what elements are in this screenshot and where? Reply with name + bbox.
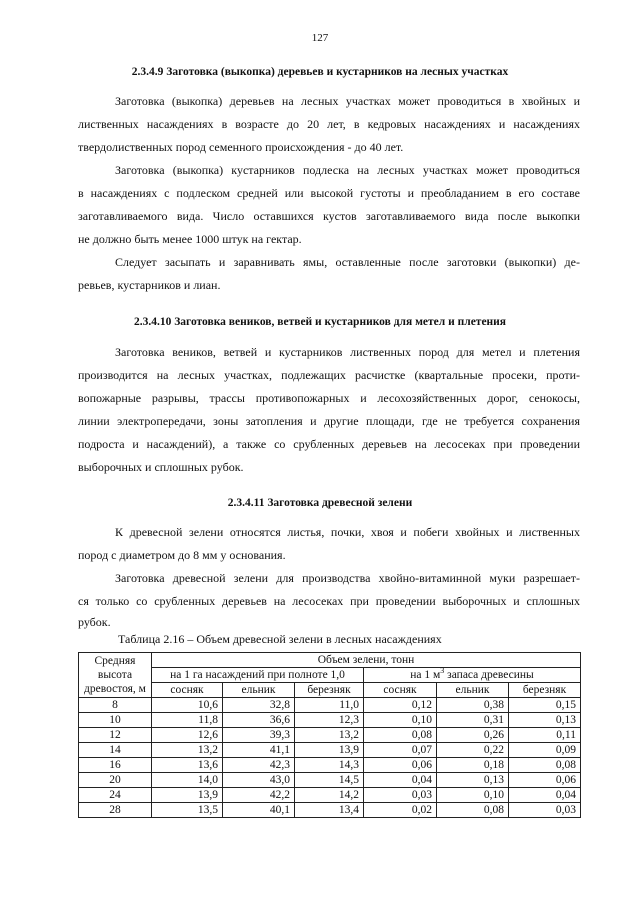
value-cell: 13,4 [295, 803, 364, 818]
value-cell: 0,03 [364, 788, 437, 803]
species-header: сосняк [364, 683, 437, 698]
paragraph-line: вопожарные разрывы, трассы противопожарных и лесохозяйственных дорог, сенокосы, [78, 391, 580, 405]
paragraph-line: не должно быть менее 1000 штук на гектар. [78, 232, 302, 246]
value-cell: 0,38 [437, 698, 509, 713]
value-cell: 0,08 [509, 758, 581, 773]
value-cell: 42,2 [223, 788, 295, 803]
value-cell: 0,26 [437, 728, 509, 743]
height-cell: 10 [79, 713, 152, 728]
paragraph-line: рубок. [78, 615, 111, 629]
value-cell: 0,11 [509, 728, 581, 743]
value-cell: 14,3 [295, 758, 364, 773]
value-cell: 13,2 [295, 728, 364, 743]
height-cell: 20 [79, 773, 152, 788]
paragraph-line: Следует засыпать и заравнивать ямы, оставленные после заготовки (выкопки) де- [115, 255, 580, 269]
paragraph-line: Заготовка древесной зелени для производства хвойно-витаминной муки разрешает- [115, 571, 580, 585]
value-cell: 42,3 [223, 758, 295, 773]
value-cell: 13,6 [152, 758, 223, 773]
paragraph-line: ревьев, кустарников и лиан. [78, 278, 221, 292]
height-column-header: Средняя высота древостоя, м [79, 653, 152, 698]
paragraph-line: линии электропередачи, зоны затопления и другие площади, где не требуется сохранения [78, 414, 580, 428]
height-cell: 12 [79, 728, 152, 743]
value-cell: 0,22 [437, 743, 509, 758]
value-cell: 0,09 [509, 743, 581, 758]
value-cell: 0,04 [509, 788, 581, 803]
value-cell: 13,5 [152, 803, 223, 818]
height-cell: 8 [79, 698, 152, 713]
paragraph-line: твердолиственных пород семенного происхождения - до 40 лет. [78, 140, 404, 154]
value-cell: 0,04 [364, 773, 437, 788]
value-cell: 14,0 [152, 773, 223, 788]
paragraph-line: в насаждениях с подлеском средней или высокой густоты и преобладанием в его составе [78, 186, 580, 200]
species-header: ельник [437, 683, 509, 698]
value-cell: 39,3 [223, 728, 295, 743]
value-cell: 14,2 [295, 788, 364, 803]
height-cell: 16 [79, 758, 152, 773]
value-cell: 0,08 [437, 803, 509, 818]
paragraph-line: лиственных насаждениях в возрасте до 20 лет, в кедровых насаждениях и насаждениях [78, 117, 580, 131]
value-cell: 0,18 [437, 758, 509, 773]
value-cell: 0,08 [364, 728, 437, 743]
species-header: сосняк [152, 683, 223, 698]
value-cell: 0,12 [364, 698, 437, 713]
paragraph-line: заготавливаемого вида. Число оставшихся кустов заготавливаемого вида после выкопки [78, 209, 580, 223]
value-cell: 0,31 [437, 713, 509, 728]
paragraph-line: выборочных и сплошных рубок. [78, 460, 244, 474]
per-hectare-header: на 1 га насаждений при полноте 1,0 [152, 668, 364, 683]
paragraph-line: К древесной зелени относятся листья, почки, хвоя и побеги хвойных и лиственных [115, 525, 580, 539]
green-biomass-table [78, 652, 581, 818]
value-cell: 0,03 [509, 803, 581, 818]
paragraph-line: Заготовка (выкопка) деревьев на лесных участках может проводиться в хвойных и [115, 94, 580, 108]
section-heading-2-3-4-9: 2.3.4.9 Заготовка (выкопка) деревьев и кустарников на лесных участках [131, 66, 509, 78]
value-cell: 11,8 [152, 713, 223, 728]
value-cell: 14,5 [295, 773, 364, 788]
value-cell: 41,1 [223, 743, 295, 758]
paragraph-line: Заготовка (выкопка) кустарников подлеска на лесных участках может проводиться [115, 163, 580, 177]
table-row [79, 743, 581, 758]
value-cell: 12,3 [295, 713, 364, 728]
value-cell: 0,10 [437, 788, 509, 803]
value-cell: 0,13 [437, 773, 509, 788]
table-row [79, 713, 581, 728]
value-cell: 0,15 [509, 698, 581, 713]
page-number: 127 [311, 32, 329, 44]
paragraph-line: производится на лесных участках, подлежащих расчистке (квартальные просеки, проти- [78, 368, 580, 382]
height-cell: 24 [79, 788, 152, 803]
paragraph-line: ся только со срубленных деревьев на лесосеках при проведении выборочных и сплошных [78, 594, 580, 608]
value-cell: 0,13 [509, 713, 581, 728]
paragraph-line: подроста и насаждений), а также со срубленных деревьев на лесосеках при проведении [78, 437, 580, 451]
value-cell: 32,8 [223, 698, 295, 713]
table-row [79, 803, 581, 818]
value-cell: 0,10 [364, 713, 437, 728]
species-header: березняк [509, 683, 581, 698]
species-header: березняк [295, 683, 364, 698]
value-cell: 0,06 [509, 773, 581, 788]
species-header: ельник [223, 683, 295, 698]
value-cell: 0,07 [364, 743, 437, 758]
value-cell: 13,9 [295, 743, 364, 758]
volume-group-header: Объем зелени, тонн [152, 653, 581, 668]
table-caption: Таблица 2.16 – Объем древесной зелени в лесных насаждениях [118, 632, 442, 646]
section-heading-2-3-4-10: 2.3.4.10 Заготовка веников, ветвей и кустарников для метел и плетения [133, 316, 507, 328]
table-row [79, 728, 581, 743]
value-cell: 43,0 [223, 773, 295, 788]
table-row [79, 773, 581, 788]
value-cell: 13,2 [152, 743, 223, 758]
value-cell: 12,6 [152, 728, 223, 743]
value-cell: 36,6 [223, 713, 295, 728]
table-row [79, 758, 581, 773]
height-cell: 14 [79, 743, 152, 758]
table-row [79, 698, 581, 713]
value-cell: 11,0 [295, 698, 364, 713]
value-cell: 40,1 [223, 803, 295, 818]
paragraph-line: пород с диаметром до 8 мм у основания. [78, 548, 286, 562]
table-row [79, 788, 581, 803]
paragraph-line: Заготовка веников, ветвей и кустарников лиственных пород для метел и плетения [115, 345, 580, 359]
height-cell: 28 [79, 803, 152, 818]
value-cell: 13,9 [152, 788, 223, 803]
value-cell: 10,6 [152, 698, 223, 713]
value-cell: 0,06 [364, 758, 437, 773]
value-cell: 0,02 [364, 803, 437, 818]
per-cubic-meter-header: на 1 $м^3$ запаса древесины [364, 668, 581, 683]
section-heading-2-3-4-11: 2.3.4.11 Заготовка древесной зелени [227, 497, 413, 509]
